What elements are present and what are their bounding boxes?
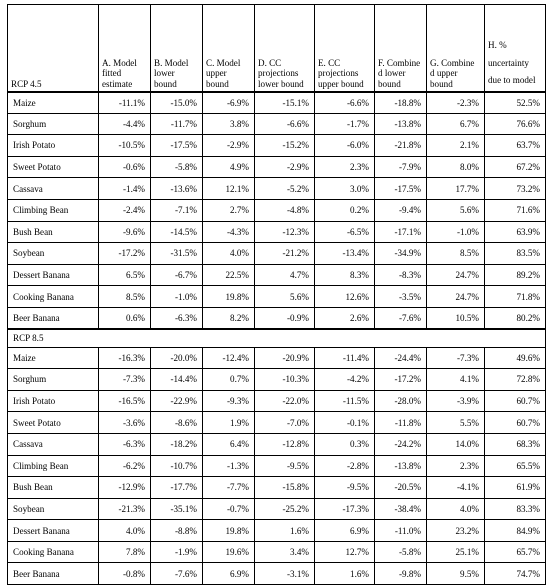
value-cell: 72.8% — [485, 369, 546, 391]
value-cell: -20.0% — [151, 347, 203, 369]
value-cell: -7.3% — [99, 369, 151, 391]
crop-name-cell: Dessert Banana — [8, 264, 99, 286]
value-cell: 1.6% — [315, 563, 375, 585]
table-row — [8, 156, 546, 178]
crop-name-cell: Climbing Bean — [8, 199, 99, 221]
value-cell: 19.8% — [203, 520, 255, 542]
value-cell: -9.5% — [315, 477, 375, 499]
crop-name-cell: Beer Banana — [8, 563, 99, 585]
header-combined-upper-bound: G. Combine d upper bound — [427, 5, 485, 92]
value-cell: 74.7% — [485, 563, 546, 585]
value-cell: -6.5% — [315, 221, 375, 243]
value-cell: 4.0% — [203, 243, 255, 265]
value-cell: -4.4% — [99, 113, 151, 135]
value-cell: -0.9% — [255, 307, 315, 329]
value-cell: 89.2% — [485, 264, 546, 286]
table-row — [8, 264, 546, 286]
header-row — [8, 5, 546, 92]
table-row — [8, 541, 546, 563]
table-row — [8, 199, 546, 221]
value-cell: 8.0% — [427, 156, 485, 178]
value-cell: -24.2% — [375, 433, 427, 455]
value-cell: -7.9% — [375, 156, 427, 178]
value-cell: -18.2% — [151, 433, 203, 455]
value-cell: -4.1% — [427, 477, 485, 499]
value-cell: -22.9% — [151, 390, 203, 412]
table-row — [8, 92, 546, 114]
crop-name-cell: Cooking Banana — [8, 286, 99, 308]
value-cell: 4.9% — [203, 156, 255, 178]
value-cell: -6.3% — [99, 433, 151, 455]
value-cell: 7.8% — [99, 541, 151, 563]
value-cell: -5.2% — [255, 178, 315, 200]
value-cell: -11.0% — [375, 520, 427, 542]
value-cell: -9.5% — [255, 455, 315, 477]
value-cell: 63.7% — [485, 135, 546, 157]
table-row — [8, 113, 546, 135]
table-row — [8, 433, 546, 455]
value-cell: 14.0% — [427, 433, 485, 455]
value-cell: -3.5% — [375, 286, 427, 308]
value-cell: 6.9% — [315, 520, 375, 542]
header-cc-projections-upper-bound: E. CC projections upper bound — [315, 5, 375, 92]
table-row — [8, 477, 546, 499]
value-cell: -7.6% — [375, 307, 427, 329]
table-row — [8, 135, 546, 157]
value-cell: -24.4% — [375, 347, 427, 369]
value-cell: -7.6% — [151, 563, 203, 585]
value-cell: -17.1% — [375, 221, 427, 243]
value-cell: -9.6% — [99, 221, 151, 243]
value-cell: -16.3% — [99, 347, 151, 369]
value-cell: 12.6% — [315, 286, 375, 308]
uncertainty-table — [7, 4, 546, 585]
table-row — [8, 221, 546, 243]
value-cell: -28.0% — [375, 390, 427, 412]
value-cell: -11.8% — [375, 412, 427, 434]
value-cell: 3.8% — [203, 113, 255, 135]
table-row — [8, 390, 546, 412]
value-cell: 49.6% — [485, 347, 546, 369]
value-cell: -15.8% — [255, 477, 315, 499]
value-cell: -13.4% — [315, 243, 375, 265]
crop-name-cell: Climbing Bean — [8, 455, 99, 477]
header-uncertainty-due-to-model: H. % uncertainty due to model — [485, 5, 546, 92]
value-cell: 8.2% — [203, 307, 255, 329]
value-cell: -12.9% — [99, 477, 151, 499]
value-cell: 61.9% — [485, 477, 546, 499]
header-model-upper-bound: C. Model upper bound — [203, 5, 255, 92]
value-cell: 17.7% — [427, 178, 485, 200]
value-cell: -11.5% — [315, 390, 375, 412]
value-cell: -38.4% — [375, 498, 427, 520]
value-cell: 60.7% — [485, 412, 546, 434]
value-cell: -1.7% — [315, 113, 375, 135]
value-cell: 63.9% — [485, 221, 546, 243]
header-model-lower-bound: B. Model lower bound — [151, 5, 203, 92]
value-cell: -3.1% — [255, 563, 315, 585]
value-cell: -13.6% — [151, 178, 203, 200]
value-cell: -1.3% — [203, 455, 255, 477]
value-cell: -3.6% — [99, 412, 151, 434]
value-cell: 25.1% — [427, 541, 485, 563]
value-cell: -4.3% — [203, 221, 255, 243]
value-cell: -0.7% — [203, 498, 255, 520]
value-cell: 8.5% — [427, 243, 485, 265]
value-cell: -7.1% — [151, 199, 203, 221]
value-cell: -2.3% — [427, 92, 485, 114]
value-cell: -10.5% — [99, 135, 151, 157]
value-cell: -21.8% — [375, 135, 427, 157]
value-cell: -8.3% — [375, 264, 427, 286]
value-cell: -9.4% — [375, 199, 427, 221]
value-cell: 2.3% — [315, 156, 375, 178]
value-cell: 4.0% — [427, 498, 485, 520]
value-cell: 80.2% — [485, 307, 546, 329]
table-row — [8, 563, 546, 585]
value-cell: -5.8% — [151, 156, 203, 178]
value-cell: -20.9% — [255, 347, 315, 369]
value-cell: -8.6% — [151, 412, 203, 434]
value-cell: -2.8% — [315, 455, 375, 477]
crop-name-cell: Irish Potato — [8, 135, 99, 157]
value-cell: -11.1% — [99, 92, 151, 114]
value-cell: -13.8% — [375, 455, 427, 477]
header-model-fitted-estimate: A. Model fitted estimate — [99, 5, 151, 92]
value-cell: -2.9% — [255, 156, 315, 178]
value-cell: -9.8% — [375, 563, 427, 585]
value-cell: 67.2% — [485, 156, 546, 178]
value-cell: -7.3% — [427, 347, 485, 369]
value-cell: -15.0% — [151, 92, 203, 114]
value-cell: -6.7% — [151, 264, 203, 286]
value-cell: -21.2% — [255, 243, 315, 265]
value-cell: -10.3% — [255, 369, 315, 391]
value-cell: 24.7% — [427, 264, 485, 286]
value-cell: 2.1% — [427, 135, 485, 157]
value-cell: -6.6% — [315, 92, 375, 114]
value-cell: 5.6% — [255, 286, 315, 308]
value-cell: 0.7% — [203, 369, 255, 391]
value-cell: 1.9% — [203, 412, 255, 434]
value-cell: 0.6% — [99, 307, 151, 329]
value-cell: 71.8% — [485, 286, 546, 308]
value-cell: -7.0% — [255, 412, 315, 434]
value-cell: -34.9% — [375, 243, 427, 265]
table-row — [8, 286, 546, 308]
header-combined-lower-bound: F. Combine d lower bound — [375, 5, 427, 92]
value-cell: -21.3% — [99, 498, 151, 520]
value-cell: 23.2% — [427, 520, 485, 542]
table-row — [8, 178, 546, 200]
value-cell: -12.4% — [203, 347, 255, 369]
value-cell: 8.3% — [315, 264, 375, 286]
value-cell: -11.4% — [315, 347, 375, 369]
value-cell: 71.6% — [485, 199, 546, 221]
value-cell: 12.1% — [203, 178, 255, 200]
value-cell: -31.5% — [151, 243, 203, 265]
crop-name-cell: Cassava — [8, 433, 99, 455]
value-cell: -6.3% — [151, 307, 203, 329]
value-cell: -2.9% — [203, 135, 255, 157]
value-cell: -5.8% — [375, 541, 427, 563]
value-cell: -1.4% — [99, 178, 151, 200]
value-cell: 73.2% — [485, 178, 546, 200]
crop-name-cell: Sweet Potato — [8, 156, 99, 178]
value-cell: 68.3% — [485, 433, 546, 455]
value-cell: 2.3% — [427, 455, 485, 477]
value-cell: 6.5% — [99, 264, 151, 286]
value-cell: 52.5% — [485, 92, 546, 114]
value-cell: 24.7% — [427, 286, 485, 308]
value-cell: 22.5% — [203, 264, 255, 286]
table-row — [8, 369, 546, 391]
value-cell: -6.6% — [255, 113, 315, 135]
value-cell: 19.6% — [203, 541, 255, 563]
value-cell: -16.5% — [99, 390, 151, 412]
value-cell: 65.7% — [485, 541, 546, 563]
value-cell: 1.6% — [255, 520, 315, 542]
value-cell: -18.8% — [375, 92, 427, 114]
header-cc-projections-lower-bound: D. CC projections lower bound — [255, 5, 315, 92]
value-cell: 4.1% — [427, 369, 485, 391]
table-row — [8, 455, 546, 477]
crop-name-cell: Sweet Potato — [8, 412, 99, 434]
value-cell: -10.7% — [151, 455, 203, 477]
value-cell: 5.5% — [427, 412, 485, 434]
value-cell: 12.7% — [315, 541, 375, 563]
value-cell: 4.7% — [255, 264, 315, 286]
crop-name-cell: Maize — [8, 347, 99, 369]
value-cell: -17.2% — [375, 369, 427, 391]
value-cell: -14.5% — [151, 221, 203, 243]
crop-name-cell: Dessert Banana — [8, 520, 99, 542]
crop-name-cell: Cooking Banana — [8, 541, 99, 563]
value-cell: -17.7% — [151, 477, 203, 499]
crop-name-cell: Cassava — [8, 178, 99, 200]
table-row — [8, 412, 546, 434]
value-cell: 60.7% — [485, 390, 546, 412]
table-row — [8, 243, 546, 265]
value-cell: -12.8% — [255, 433, 315, 455]
value-cell: 2.6% — [315, 307, 375, 329]
crop-name-cell: Beer Banana — [8, 307, 99, 329]
value-cell: -2.4% — [99, 199, 151, 221]
table-row — [8, 498, 546, 520]
value-cell: -15.2% — [255, 135, 315, 157]
value-cell: 3.4% — [255, 541, 315, 563]
value-cell: -35.1% — [151, 498, 203, 520]
value-cell: -22.0% — [255, 390, 315, 412]
value-cell: 83.3% — [485, 498, 546, 520]
header-scenario: RCP 4.5 — [8, 5, 99, 92]
value-cell: 10.5% — [427, 307, 485, 329]
value-cell: 6.9% — [203, 563, 255, 585]
value-cell: 6.4% — [203, 433, 255, 455]
value-cell: -0.8% — [99, 563, 151, 585]
value-cell: -20.5% — [375, 477, 427, 499]
value-cell: 19.8% — [203, 286, 255, 308]
value-cell: -8.8% — [151, 520, 203, 542]
crop-name-cell: Sorghum — [8, 369, 99, 391]
value-cell: -6.9% — [203, 92, 255, 114]
crop-name-cell: Maize — [8, 92, 99, 114]
value-cell: 4.0% — [99, 520, 151, 542]
value-cell: 5.6% — [427, 199, 485, 221]
value-cell: -9.3% — [203, 390, 255, 412]
value-cell: -11.7% — [151, 113, 203, 135]
value-cell: 84.9% — [485, 520, 546, 542]
value-cell: 83.5% — [485, 243, 546, 265]
section-row — [8, 329, 546, 347]
crop-name-cell: Soybean — [8, 498, 99, 520]
value-cell: -17.5% — [151, 135, 203, 157]
value-cell: -1.9% — [151, 541, 203, 563]
value-cell: -7.7% — [203, 477, 255, 499]
value-cell: 76.6% — [485, 113, 546, 135]
value-cell: -3.9% — [427, 390, 485, 412]
value-cell: 65.5% — [485, 455, 546, 477]
crop-name-cell: Soybean — [8, 243, 99, 265]
crop-name-cell: Irish Potato — [8, 390, 99, 412]
value-cell: 6.7% — [427, 113, 485, 135]
value-cell: 0.3% — [315, 433, 375, 455]
value-cell: -4.8% — [255, 199, 315, 221]
value-cell: -6.2% — [99, 455, 151, 477]
value-cell: 2.7% — [203, 199, 255, 221]
value-cell: -17.5% — [375, 178, 427, 200]
value-cell: 9.5% — [427, 563, 485, 585]
value-cell: -17.3% — [315, 498, 375, 520]
value-cell: 8.5% — [99, 286, 151, 308]
value-cell: -17.2% — [99, 243, 151, 265]
value-cell: -1.0% — [151, 286, 203, 308]
value-cell: -25.2% — [255, 498, 315, 520]
value-cell: -13.8% — [375, 113, 427, 135]
table-body — [8, 92, 546, 585]
value-cell: -6.0% — [315, 135, 375, 157]
value-cell: -14.4% — [151, 369, 203, 391]
table-row — [8, 307, 546, 329]
value-cell: -0.6% — [99, 156, 151, 178]
value-cell: -12.3% — [255, 221, 315, 243]
value-cell: 0.2% — [315, 199, 375, 221]
value-cell: -4.2% — [315, 369, 375, 391]
crop-name-cell: Bush Bean — [8, 221, 99, 243]
crop-name-cell: Bush Bean — [8, 477, 99, 499]
section-label: RCP 8.5 — [8, 329, 546, 347]
value-cell: -0.1% — [315, 412, 375, 434]
value-cell: -15.1% — [255, 92, 315, 114]
value-cell: 3.0% — [315, 178, 375, 200]
value-cell: -1.0% — [427, 221, 485, 243]
table-row — [8, 347, 546, 369]
crop-name-cell: Sorghum — [8, 113, 99, 135]
